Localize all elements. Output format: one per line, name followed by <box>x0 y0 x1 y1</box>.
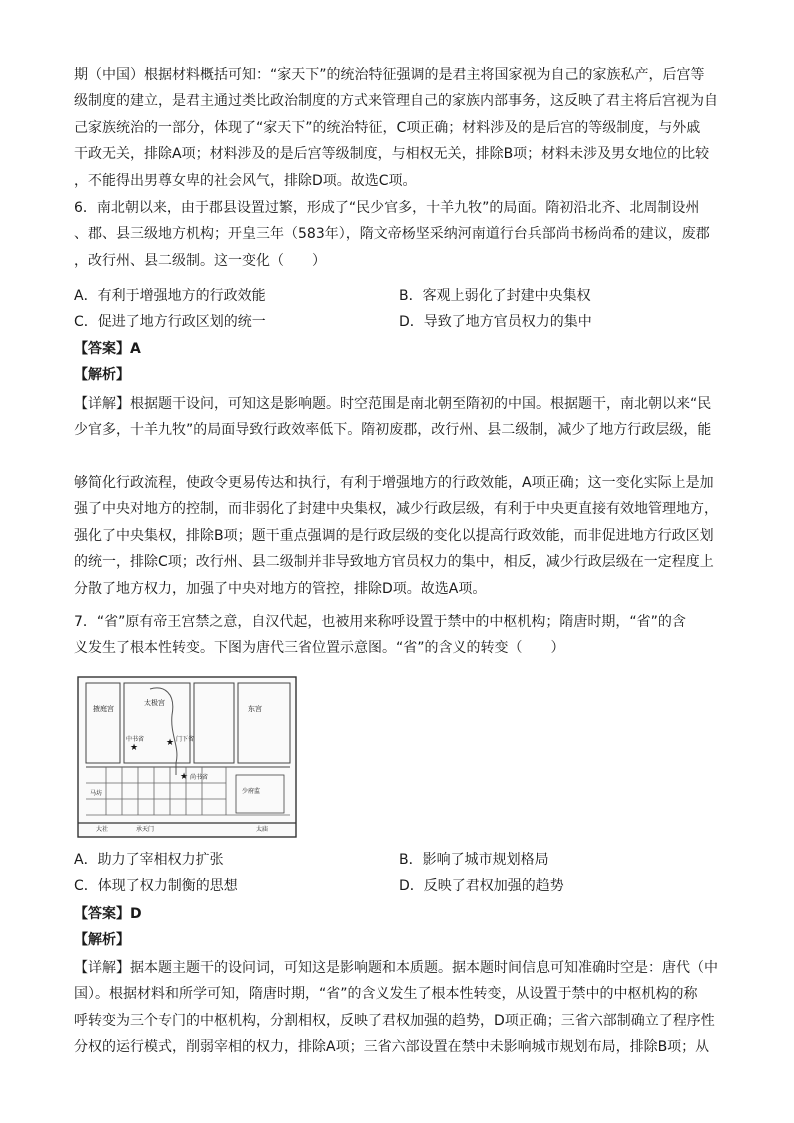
text-line: ，不能得出男尊女卑的社会风气，排除D项。故选C项。 <box>74 172 417 189</box>
text-line: 强了中央对地方的控制，而非弱化了封建中央集权，减少行政层级，有利于中央更直接有效地管理地方， <box>74 501 718 518</box>
q7-detail <box>74 955 722 1061</box>
map-label-east: 东宫 <box>248 705 262 713</box>
q7-options-row-1 <box>74 849 722 873</box>
svg-text:★: ★ <box>180 772 189 782</box>
q7-option-c[interactable]: C．体现了权力制衡的思想 <box>74 878 238 894</box>
q6-detail-part-2 <box>74 470 722 602</box>
text-line: 够简化行政流程，使政令更易传达和执行，有利于增强地方的行政效能，A项正确；这一变化实际上是加 <box>74 475 714 491</box>
q6-option-d[interactable]: D．导致了地方官员权力的集中 <box>399 314 592 330</box>
text-line: 的统一，排除C项；改行州、县二级制并非导致地方官员权力的集中，相反，减少行政层级在一定程度上 <box>74 554 714 571</box>
map-label-gate2: 太庙 <box>256 826 269 833</box>
svg-text:★: ★ <box>166 738 175 748</box>
q6-option-a[interactable]: A．有利于增强地方的行政效能 <box>74 288 266 304</box>
q7-options-row-2 <box>74 875 722 899</box>
text-line: 6．南北朝以来，由于郡县设置过繁，形成了“民少官多，十羊九牧”的局面。隋初沿北齐、北周制设州 <box>74 200 700 216</box>
text-line: 【详解】根据题干设问，可知这是影响题。时空范围是南北朝至隋初的中国。根据题干，南北朝以来“民 <box>74 396 712 412</box>
q6-option-c[interactable]: C．促进了地方行政区划的统一 <box>74 314 266 330</box>
map-label-center: 太极宫 <box>144 699 165 707</box>
text-line: ，改行州、县二级制。这一变化（ ） <box>74 252 326 269</box>
text-line: 【详解】据本题主题干的设问词，可知这是影响题和本质题。据本题时间信息可知准确时空是：唐代（中 <box>74 960 718 976</box>
q7-option-a[interactable]: A．助力了宰相权力扩张 <box>74 852 224 868</box>
q6-answer: 【答案】A <box>74 341 141 357</box>
map-label-menxia: 门下省 <box>176 736 195 743</box>
map-label-horse: 马坊 <box>90 790 103 797</box>
q6-stem <box>74 195 722 274</box>
q7-option-d[interactable]: D．反映了君权加强的趋势 <box>399 878 564 894</box>
q7-analysis-label: 【解析】 <box>74 932 130 948</box>
q7-answer: 【答案】D <box>74 906 142 922</box>
text-line: 、郡、县三级地方机构；开皇三年（583年），隋文帝杨坚采纳河南道行台兵部尚书杨尚希的建议，废郡 <box>74 226 710 243</box>
text-line: 分权的运行模式，削弱宰相的权力，排除A项；三省六部设置在禁中未影响城市规划布局，排除B项；从 <box>74 1039 710 1056</box>
text-line: 干政无关，排除A项；材料涉及的是后宫等级制度，与相权无关，排除B项；材料未涉及男女地位的比较 <box>74 146 710 163</box>
map-label-shangshu: 尚书省 <box>190 774 209 781</box>
q6-options-row-2 <box>74 311 722 335</box>
text-line: 呼转变为三个专门的中枢机构，分割相权，反映了君权加强的趋势，D项正确；三省六部制确立了程序性 <box>74 1012 715 1029</box>
text-line: 义发生了根本性转变。下图为唐代三省位置示意图。“省”的含义的转变（ ） <box>74 640 565 657</box>
text-line: 分散了地方权力，加强了中央对地方的管控，排除D项。故选A项。 <box>74 580 487 597</box>
text-line: 少官多，十羊九牧”的局面导致行政效率低下。隋初废郡，改行州、县二级制，减少了地方行政层级，能 <box>74 422 712 439</box>
q7-option-b[interactable]: B．影响了城市规划格局 <box>399 852 549 868</box>
text-line: 己家族统治的一部分，体现了“家天下”的统治特征，C项正确；材料涉及的是后宫的等级制度，与外戚 <box>74 119 701 136</box>
tang-three-departments-map <box>76 675 298 839</box>
text-line: 国）。根据材料和所学可知，隋唐时期，“省”的含义发生了根本性转变，从设置于禁中的中枢机构的称 <box>74 986 698 1003</box>
text-line: 期（中国）根据材料概括可知：“家天下”的统治特征强调的是君主将国家视为自己的家族私产，后宫等 <box>74 67 705 83</box>
q6-options-row-1 <box>74 285 722 309</box>
q6-analysis-label: 【解析】 <box>74 367 130 383</box>
map-label-gate3: 承天门 <box>136 826 155 833</box>
q6-option-b[interactable]: B．客观上弱化了封建中央集权 <box>399 288 591 304</box>
map-label-mou: 少府监 <box>242 788 261 795</box>
q6-detail-part-1 <box>74 391 722 444</box>
text-line: 强化了中央集权，排除B项；题干重点强调的是行政层级的变化以提高行政效能，而非促进地方行政区划 <box>74 527 714 544</box>
map-label-gate1: 大社 <box>96 826 109 833</box>
q7-stem <box>74 609 722 662</box>
q5-analysis-continuation <box>74 62 722 194</box>
map-label-zhongshu: 中书省 <box>126 736 145 743</box>
text-line: 级制度的建立，是君主通过类比政治制度的方式来管理自己的家族内部事务，这反映了君主将后宫视为自 <box>74 93 718 110</box>
svg-text:★: ★ <box>130 743 139 753</box>
text-line: 7．“省”原有帝王宫禁之意，自汉代起，也被用来称呼设置于禁中的中枢机构；隋唐时期，“省”的含 <box>74 614 686 630</box>
map-label-west: 掖庭宫 <box>93 705 114 713</box>
